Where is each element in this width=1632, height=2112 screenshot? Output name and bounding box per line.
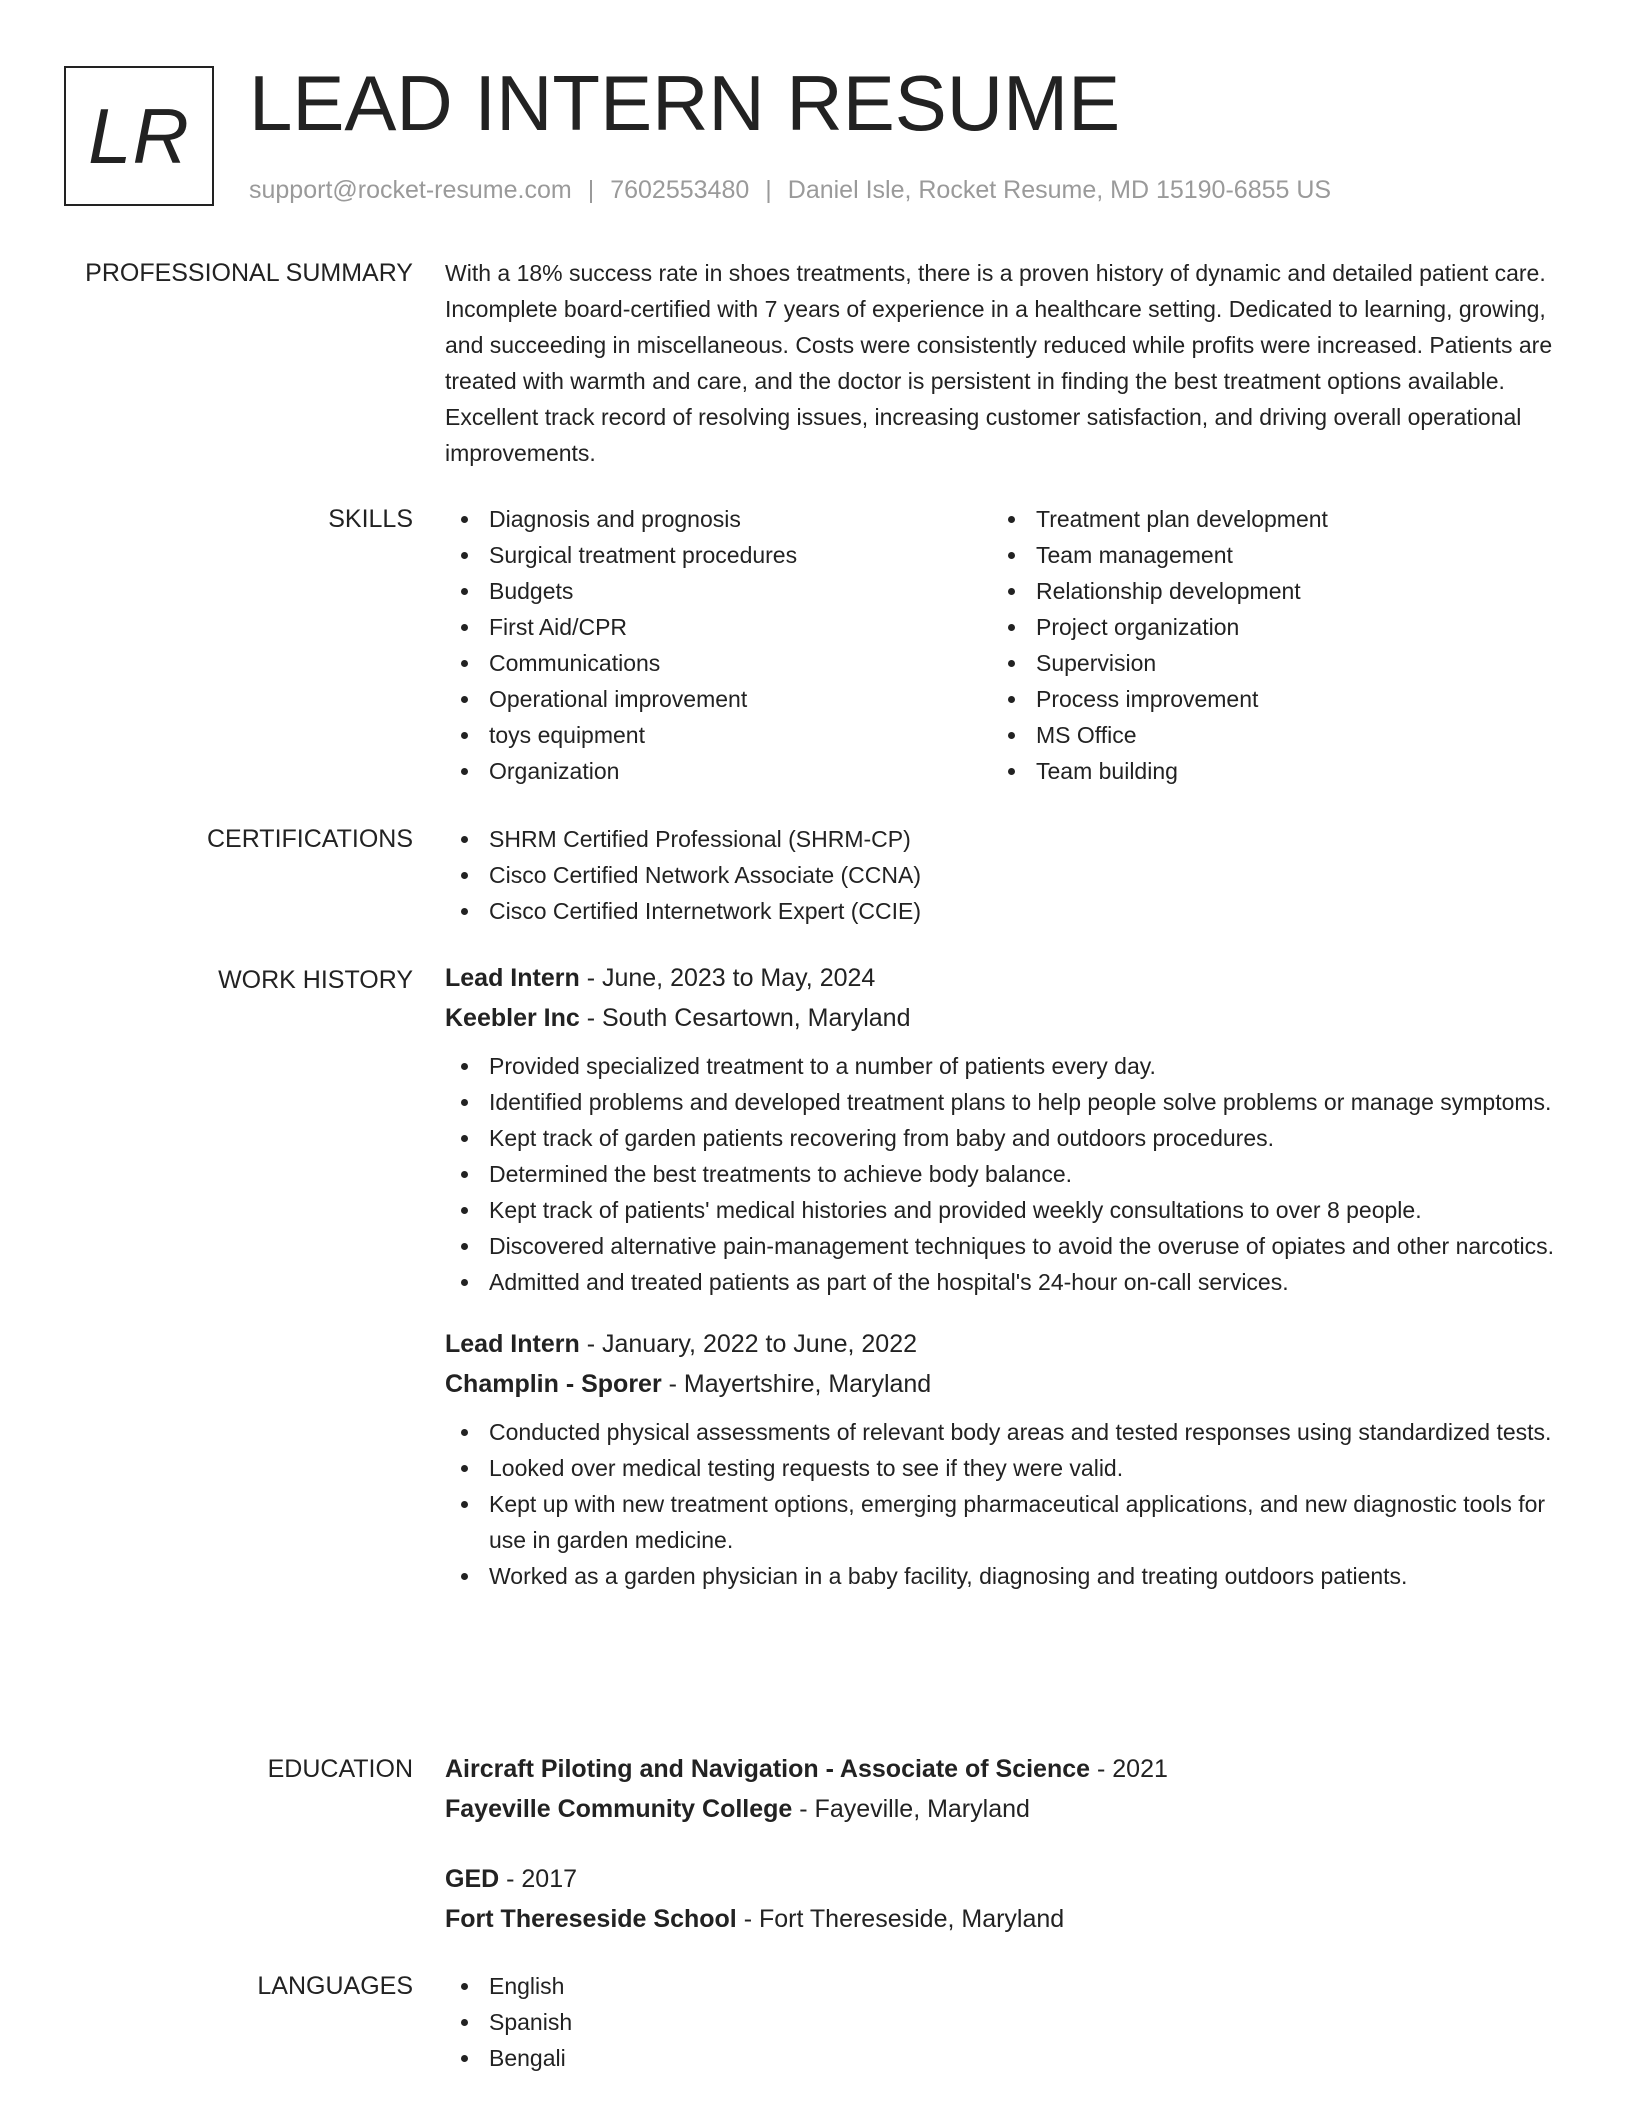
- degree-year: - 2017: [499, 1865, 578, 1893]
- work-history-body: [445, 958, 1555, 1594]
- skills-list-right: [992, 501, 1539, 789]
- summary-text: With a 18% success rate in shoes treatments, there is a proven history of dynamic and detailed patient care. Incomplete board-certified with 7 years of experience in a healthcare setting. Dedicated to learning, growing, and succeeding in miscellaneous. Costs were consistently reduced while profits were increased. Patients are treated with warmth and care, and the doctor is persistent in finding the best treatment options available. Excellent track record of resolving issues, increasing customer satisfaction, and driving overall operational improvements.: [445, 260, 1553, 466]
- skills-columns: [445, 501, 1555, 789]
- degree-name: GED: [445, 1865, 500, 1893]
- degree-name: Aircraft Piloting and Navigation - Associate of Science: [445, 1755, 1091, 1783]
- degree-line: [445, 1859, 1555, 1899]
- job-title-line: [445, 1324, 1555, 1364]
- section-title: PROFESSIONAL SUMMARY: [85, 259, 413, 287]
- job-dates: - June, 2023 to May, 2024: [579, 964, 876, 992]
- job-location: - South Cesartown, Maryland: [579, 1004, 911, 1032]
- languages-body: [445, 1968, 1555, 2076]
- school-location: - Fayeville, Maryland: [792, 1795, 1030, 1823]
- job-role: Lead Intern: [445, 1330, 580, 1358]
- list-item: Conducted physical assessments of relevant body areas and tested responses using standardized tests.: [445, 1414, 1555, 1450]
- languages-list: [445, 1968, 1555, 2076]
- list-item: Admitted and treated patients as part of the hospital's 24-hour on-call services.: [445, 1264, 1555, 1300]
- monogram-logo: LR: [64, 66, 214, 206]
- list-item: Determined the best treatments to achieve body balance.: [445, 1156, 1555, 1192]
- list-item: Kept track of garden patients recovering from baby and outdoors procedures.: [445, 1120, 1555, 1156]
- page-title: LEAD INTERN RESUME: [249, 59, 1121, 147]
- list-item: Team management: [992, 537, 1539, 573]
- list-item: Bengali: [445, 2040, 1555, 2076]
- list-item: Identified problems and developed treatment plans to help people solve problems or manage symptoms.: [445, 1084, 1555, 1120]
- list-item: Budgets: [445, 573, 992, 609]
- job-title-line: [445, 958, 1555, 998]
- list-item: Worked as a garden physician in a baby facility, diagnosing and treating outdoors patients.: [445, 1558, 1555, 1594]
- section-title: LANGUAGES: [257, 1972, 413, 2000]
- list-item: Looked over medical testing requests to see if they were valid.: [445, 1450, 1555, 1486]
- list-item: Process improvement: [992, 681, 1539, 717]
- school-name: Fayeville Community College: [445, 1795, 793, 1823]
- job-company: Keebler Inc: [445, 1004, 580, 1032]
- contact-line: [249, 174, 1331, 206]
- job-entry: [445, 958, 1555, 1300]
- list-item: First Aid/CPR: [445, 609, 992, 645]
- list-item: Cisco Certified Internetwork Expert (CCIE): [445, 893, 1555, 929]
- education-entry: [445, 1859, 1555, 1939]
- list-item: Team building: [992, 753, 1539, 789]
- school-line: [445, 1899, 1555, 1939]
- job-company-line: [445, 1364, 1555, 1404]
- summary-body: [445, 255, 1555, 471]
- list-item: Relationship development: [992, 573, 1539, 609]
- list-item: Surgical treatment procedures: [445, 537, 992, 573]
- contact-separator: |: [765, 176, 772, 204]
- list-item: Discovered alternative pain-management techniques to avoid the overuse of opiates and other narcotics.: [445, 1228, 1555, 1264]
- list-item: Provided specialized treatment to a number of patients every day.: [445, 1048, 1555, 1084]
- certifications-list: [445, 821, 1555, 929]
- job-role: Lead Intern: [445, 964, 580, 992]
- section-title: EDUCATION: [267, 1755, 413, 1783]
- list-item: Spanish: [445, 2004, 1555, 2040]
- list-item: MS Office: [992, 717, 1539, 753]
- list-item: Kept track of patients' medical histories and provided weekly consultations to over 8 people.: [445, 1192, 1555, 1228]
- job-company: Champlin - Sporer: [445, 1370, 662, 1398]
- job-location: - Mayertshire, Maryland: [661, 1370, 932, 1398]
- email-text: support@rocket-resume.com: [249, 176, 572, 204]
- list-item: Communications: [445, 645, 992, 681]
- degree-year: - 2021: [1090, 1755, 1168, 1783]
- job-dates: - January, 2022 to June, 2022: [579, 1330, 918, 1358]
- school-location: - Fort Thereseside, Maryland: [736, 1905, 1065, 1933]
- school-name: Fort Thereseside School: [445, 1905, 737, 1933]
- list-item: Treatment plan development: [992, 501, 1539, 537]
- skills-list-left: [445, 501, 992, 789]
- list-item: SHRM Certified Professional (SHRM-CP): [445, 821, 1555, 857]
- contact-separator: |: [587, 176, 595, 204]
- section-title: CERTIFICATIONS: [206, 825, 413, 853]
- degree-line: [445, 1749, 1555, 1789]
- list-item: Supervision: [992, 645, 1539, 681]
- list-item: Cisco Certified Network Associate (CCNA): [445, 857, 1555, 893]
- job-duties-list: [445, 1048, 1555, 1300]
- job-entry: [445, 1324, 1555, 1594]
- list-item: toys equipment: [445, 717, 992, 753]
- list-item: English: [445, 1968, 1555, 2004]
- school-line: [445, 1789, 1555, 1829]
- job-duties-list: [445, 1414, 1555, 1594]
- education-entry: [445, 1749, 1555, 1829]
- phone-text: 7602553480: [610, 176, 750, 204]
- education-body: [445, 1749, 1555, 1939]
- certifications-body: [445, 821, 1555, 929]
- list-item: Project organization: [992, 609, 1539, 645]
- section-title: SKILLS: [328, 505, 413, 533]
- list-item: Operational improvement: [445, 681, 992, 717]
- list-item: Kept up with new treatment options, emerging pharmaceutical applications, and new diagnostic tools for use in garden medicine.: [445, 1486, 1555, 1558]
- address-text: Daniel Isle, Rocket Resume, MD 15190-6855 US: [787, 176, 1332, 204]
- list-item: Diagnosis and prognosis: [445, 501, 992, 537]
- list-item: Organization: [445, 753, 992, 789]
- job-company-line: [445, 998, 1555, 1038]
- section-title: WORK HISTORY: [218, 966, 413, 994]
